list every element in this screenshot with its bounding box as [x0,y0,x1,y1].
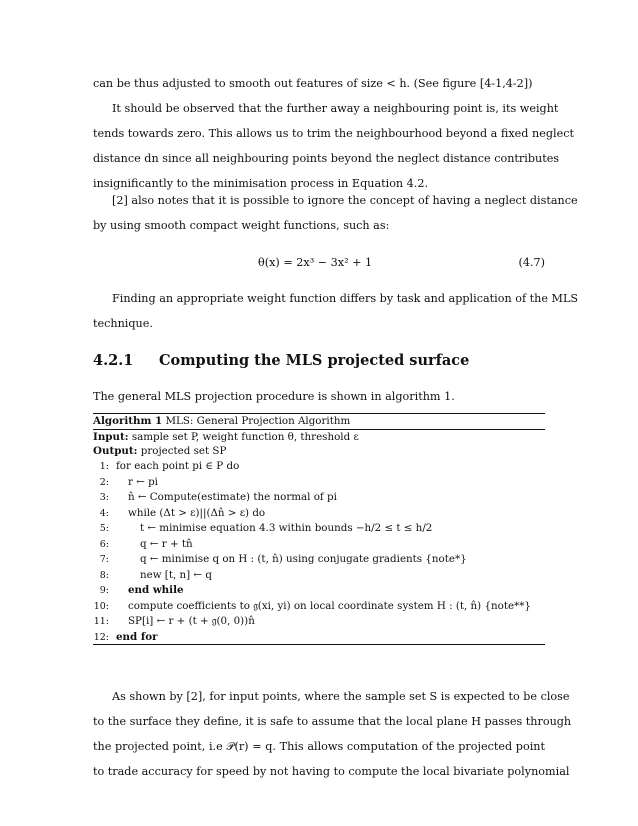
algorithm-top-rule [93,413,545,414]
algorithm-step-text: for each point pi ∈ P do [116,460,240,472]
algorithm-step-number: 1: [99,461,109,472]
algorithm-caption-rule [93,429,545,430]
algorithm-step-text: while (Δt > ε)||(Δn̂ > ε) do [128,506,266,519]
algorithm-step-number: 7: [99,554,109,565]
algorithm-caption-label: Algorithm 1 [93,415,163,427]
algorithm-step-text: q ← r + tn̂ [140,537,193,550]
algorithm-step-number: 8: [99,569,109,581]
equation-number: (4.7) [518,256,545,269]
algorithm-output [93,445,226,458]
algorithm-caption-text: MLS: General Projection Algorithm [165,415,351,427]
section-number: 4.2.1 [93,352,134,369]
algorithm-step-text: r ← pi [128,475,158,488]
algorithm-output-text: projected set SP [140,445,227,457]
algorithm-output-label: Output: [93,445,138,457]
equation-body: θ(x) = 2x³ − 3x² + 1 [258,256,373,269]
paragraph-line: tends towards zero. This allows us to trim the neighbourhood beyond a fixed neglect [93,127,574,140]
algorithm-bottom-rule [93,644,545,645]
algorithm-step-text: new [t, n] ← q [140,568,212,581]
paragraph-line: can be thus adjusted to smooth out features of size < h. (See figure [4-1,4-2]) [93,77,533,90]
algorithm-step-number: 5: [99,523,109,534]
algorithm-step-number: 4: [99,507,109,519]
algorithm-caption [93,415,350,428]
algorithm-step-number: 12: [93,631,109,643]
paragraph-line: to trade accuracy for speed by not having to compute the local bivariate polynomial [93,765,570,778]
algorithm-step-number: 6: [99,538,109,550]
algorithm-step-text: n̂ ← Compute(estimate) the normal of pi [128,491,337,503]
algorithm-step-text: compute coefficients to 𝔤(xi, yi) on local coordinate system H : (t, n̂) {note**} [128,599,531,612]
algorithm-step-text: end for [116,630,158,643]
paragraph-line: As shown by [2], for input points, where the sample set S is expected to be close [112,690,570,703]
paragraph-line: technique. [93,317,153,330]
algorithm-step-text: end while [128,584,184,596]
algorithm-input-label: Input: [93,431,129,443]
algorithm-step-text: SP[i] ← r + (t + 𝔤(0, 0))n̂ [128,615,255,627]
paragraph-line: the projected point, i.e 𝒫(r) = q. This allows computation of the projected point [93,740,545,753]
algorithm-step-number: 9: [99,585,109,596]
paragraph-line: insignificantly to the minimisation process in Equation 4.2. [93,177,429,190]
algorithm-step-number: 2: [99,476,109,488]
paragraph-line: The general MLS projection procedure is shown in algorithm 1. [93,390,455,403]
paragraph-line: to the surface they define, it is safe to assume that the local plane H passes through [93,715,572,728]
algorithm-step-number: 11: [93,616,109,627]
paragraph-line: It should be observed that the further away a neighbouring point is, its weight [112,102,559,115]
algorithm-step-text: q ← minimise q on H : (t, n̂) using conjugate gradients {note*} [140,553,467,565]
paragraph-line: [2] also notes that it is possible to ignore the concept of having a neglect distance [112,194,578,207]
section-title: Computing the MLS projected surface [159,352,470,369]
algorithm-step-number: 3: [99,492,109,503]
paragraph-line: Finding an appropriate weight function differs by task and application of the MLS [112,292,579,305]
algorithm-step-number: 10: [93,600,109,612]
section-heading [93,352,469,369]
algorithm-step-text: t ← minimise equation 4.3 within bounds −h/2 ≤ t ≤ h/2 [140,522,433,534]
paragraph-line: distance dn since all neighbouring points beyond the neglect distance contributes [93,152,560,165]
algorithm-input [93,431,359,444]
paragraph-line: by using smooth compact weight functions, such as: [93,219,390,232]
algorithm-input-text: sample set P, weight function θ, threshold ε [131,431,359,443]
